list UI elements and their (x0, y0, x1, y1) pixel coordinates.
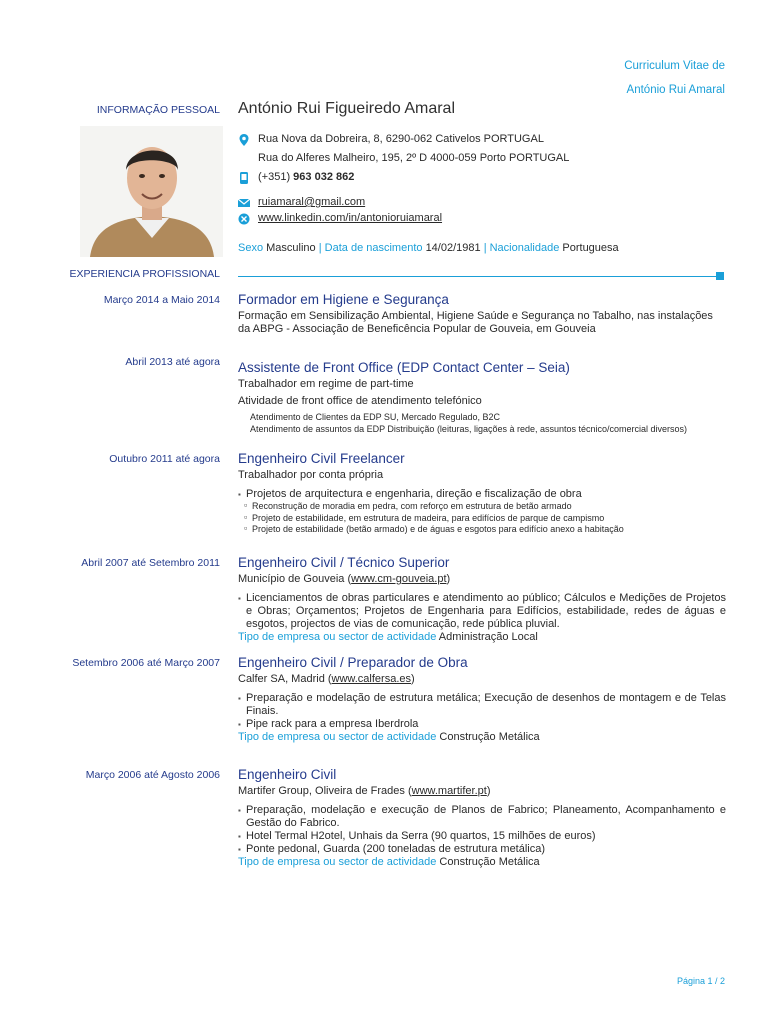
job-bullet: ▪ Licenciamentos de obras particulares e atendimento ao público; Cálculos e Medições de Projetos e Obras; Orçamentos; Projetos de Engenharia para Edifícios, estabilidade, redes de águas e esgotos, projectos de vias de comunicação, rede pública pluvial. (238, 592, 726, 631)
job-title: Formador em Higiene e Segurança (238, 292, 449, 307)
job-entry (238, 451, 726, 536)
job-title: Engenheiro Civil Freelancer (238, 451, 405, 466)
dob-label: Data de nascimento (324, 242, 423, 254)
location-pin-icon (237, 133, 251, 147)
job-sector (238, 631, 726, 644)
job-employer (238, 573, 726, 586)
job-entry (238, 360, 726, 435)
nationality-label: Nacionalidade (489, 242, 560, 254)
job-bullet: ▪ Pipe rack para a empresa Iberdrola (238, 718, 726, 731)
job-entry (238, 767, 726, 869)
phone-icon (237, 171, 251, 185)
section-divider (238, 276, 724, 277)
nationality-value: Portuguesa (562, 242, 619, 254)
job-subbullet: ▫ Reconstrução de moradia em pedra, com reforço em estrutura de betão armado (238, 501, 726, 513)
section-divider-marker (716, 272, 724, 280)
job-sector (238, 856, 726, 869)
job-sector (238, 731, 726, 744)
job-subline: Atendimento de assuntos da EDP Distribuição (leituras, ligações à rede, assuntos técnico/comercial diversos) (250, 423, 688, 434)
web-icon (237, 212, 251, 226)
employer-name: Martifer Group, Oliveira de Frades ( (238, 785, 412, 797)
sector-label: Tipo de empresa ou sector de actividade (238, 731, 437, 743)
job-bullet: ▪ Ponte pedonal, Guarda (200 toneladas de estrutura metálica) (238, 843, 726, 856)
separator: | (318, 242, 322, 254)
employer-name: Município de Gouveia ( (238, 573, 352, 585)
job-employer (238, 673, 726, 686)
cv-header-name: António Rui Amaral (626, 84, 725, 96)
job-title: Engenheiro Civil / Preparador de Obra (238, 655, 468, 670)
job-bullet: ▪ Preparação, modelação e execução de Planos de Fabrico; Planeamento, Acompanhamento e Gestão do Fabrico. (238, 804, 726, 830)
job-line: Atividade de front office de atendimento telefónico (238, 395, 482, 407)
sector-value: Administração Local (438, 631, 538, 643)
job-line: Trabalhador em regime de part-time (238, 378, 414, 390)
job-bullet: ▪ Preparação e modelação de estrutura metálica; Execução de desenhos de montagem e de Telas Finais. (238, 692, 726, 718)
job-dates: Setembro 2006 até Março 2007 (72, 657, 220, 669)
job-title: Assistente de Front Office (EDP Contact Center – Seia) (238, 360, 570, 375)
job-title: Engenheiro Civil / Técnico Superior (238, 555, 450, 570)
address-line-1: Rua Nova da Dobreira, 8, 6290-062 Cativelos PORTUGAL (258, 133, 544, 145)
sex-label: Sexo (238, 242, 264, 254)
employer-paren: ) (486, 785, 491, 797)
sector-value: Construção Metálica (439, 731, 540, 743)
dob-value: 14/02/1981 (425, 242, 481, 254)
employer-name: Calfer SA, Madrid ( (238, 673, 332, 685)
job-dates: Abril 2013 até agora (125, 356, 220, 368)
phone-number: 963 032 862 (293, 171, 355, 183)
profile-photo (80, 126, 223, 257)
job-subline: Atendimento de Clientes da EDP SU, Mercado Regulado, B2C (250, 412, 500, 422)
website-link[interactable]: www.linkedin.com/in/antonioruiamaral (258, 212, 443, 224)
job-employer (238, 785, 726, 798)
job-dates: Março 2014 a Maio 2014 (103, 294, 220, 306)
job-description: Formação em Sensibilização Ambiental, Higiene Saúde e Segurança no Tabalho, nas instalações da ABPG - Associação de Beneficência Popular de Gouveia, em Gouveia (238, 310, 713, 335)
employer-link[interactable]: www.martifer.pt (411, 785, 487, 797)
job-subbullet: ▫ Projeto de estabilidade, em estrutura de madeira, para edifícios de parque de campismo (238, 513, 726, 525)
employer-link[interactable]: www.calfersa.es (331, 673, 412, 685)
address-line-2: Rua do Alferes Malheiro, 195, 2º D 4000-059 Porto PORTUGAL (258, 152, 570, 164)
job-entry (238, 555, 726, 644)
section-label-experience: EXPERIENCIA PROFISSIONAL (69, 268, 220, 280)
separator: | (483, 242, 487, 254)
job-bullet: ▪ Projetos de arquitectura e engenharia, direção e fiscalização de obra (238, 488, 726, 501)
cv-header-title: Curriculum Vitae de (624, 60, 725, 72)
job-subbullet: ▫ Projeto de estabilidade (betão armado) e de águas e esgotos para edifício anexo a habitação (238, 524, 726, 536)
sector-label: Tipo de empresa ou sector de actividade (238, 856, 437, 868)
sector-label: Tipo de empresa ou sector de actividade (238, 631, 437, 643)
phone-prefix: (+351) (258, 171, 291, 183)
sector-value: Construção Metálica (439, 856, 540, 868)
job-entry (238, 292, 726, 336)
employer-paren: ) (411, 673, 415, 685)
email-link[interactable]: ruiamaral@gmail.com (258, 196, 366, 208)
job-bullet: ▪ Hotel Termal H2otel, Unhais da Serra (90 quartos, 15 milhões de euros) (238, 830, 726, 843)
section-label-personal: INFORMAÇÃO PESSOAL (96, 104, 220, 116)
job-dates: Outubro 2011 até agora (109, 453, 220, 465)
full-name: António Rui Figueiredo Amaral (238, 100, 456, 117)
employer-link[interactable]: www.cm-gouveia.pt (351, 573, 447, 585)
sex-value: Masculino (266, 242, 316, 254)
email-icon (237, 196, 251, 210)
job-dates: Março 2006 até Agosto 2006 (85, 769, 220, 781)
employer-paren: ) (446, 573, 451, 585)
page-number: Página 1 / 2 (676, 976, 725, 986)
phone[interactable] (258, 171, 354, 183)
job-line: Trabalhador por conta própria (238, 469, 384, 481)
job-dates: Abril 2007 até Setembro 2011 (81, 557, 220, 569)
job-title: Engenheiro Civil (238, 767, 337, 782)
job-entry (238, 655, 726, 744)
personal-details-line (238, 242, 619, 254)
